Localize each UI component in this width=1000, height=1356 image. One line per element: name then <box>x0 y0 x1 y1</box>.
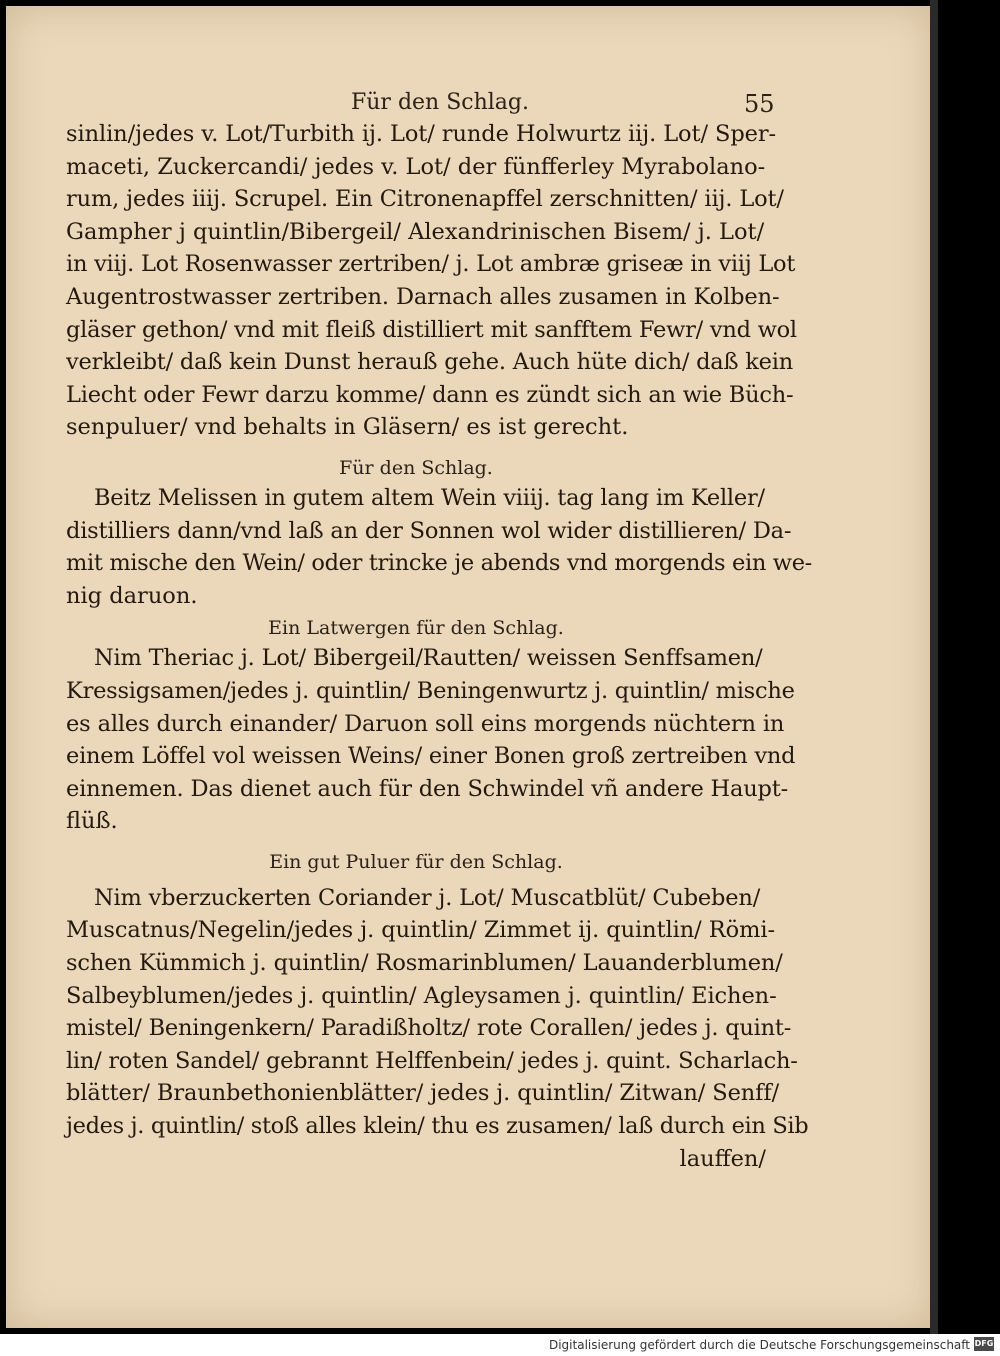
text-line: Salbeyblumen/jedes j. quintlin/ Agleysamen j. quintlin/ Eichen- <box>66 982 777 1009</box>
text-block <box>66 118 812 1175</box>
text-line: mistel/ Beningenkern/ Paradißholtz/ rote Corallen/ jedes j. quint- <box>66 1015 792 1042</box>
paragraph-puluer <box>66 882 809 1175</box>
text-line: einem Löffel vol weissen Weins/ einer Bonen groß zertreiben vnd <box>66 743 796 770</box>
text-line: Liecht oder Fewr darzu komme/ dann es zündt sich an wie Büch- <box>66 381 794 408</box>
text-line: Muscatnus/Negelin/jedes j. quintlin/ Zimmet ij. quintlin/ Römi- <box>66 917 775 944</box>
paragraph-recipe-continuation <box>66 118 797 444</box>
text-line: flüß. <box>66 808 118 835</box>
text-line: es alles durch einander/ Daruon soll eins morgends nüchtern in <box>66 710 785 737</box>
text-line: mit mische den Wein/ oder trincke je abends vnd morgends ein we- <box>66 550 812 577</box>
footer-bar <box>0 1334 1000 1356</box>
text-line: distilliers dann/vnd laß an der Sonnen wol wider distillieren/ Da- <box>66 517 792 544</box>
paragraph-latwergen <box>66 642 796 838</box>
text-line: einnemen. Das dienet auch für den Schwindel vñ andere Haupt- <box>66 775 789 802</box>
text-line: schen Kümmich j. quintlin/ Rosmarinblumen/ Lauanderblumen/ <box>66 950 783 977</box>
text-line: senpuluer/ vnd behalts in Gläsern/ es ist gerecht. <box>66 414 629 441</box>
page-edge-shadow <box>930 0 938 1334</box>
catchword: lauffen/ <box>679 1145 766 1172</box>
text-line: maceti, Zuckercandi/ jedes v. Lot/ der fünfferley Myrabolano- <box>66 153 766 180</box>
text-line: lin/ roten Sandel/ gebrannt Helffenbein/ jedes j. quint. Scharlach- <box>66 1047 798 1074</box>
text-line: rum, jedes iiij. Scrupel. Ein Citronenapffel zerschnitten/ iij. Lot/ <box>66 186 784 213</box>
book-page <box>6 6 932 1328</box>
dfg-logo: DFG <box>974 1337 994 1351</box>
section-heading: Für den Schlag. <box>339 456 493 479</box>
section-heading: Ein Latwergen für den Schlag. <box>268 617 564 640</box>
text-line: blätter/ Braunbethonienblätter/ jedes j. quintlin/ Zitwan/ Senff/ <box>66 1080 780 1107</box>
text-line: in viij. Lot Rosenwasser zertriben/ j. Lot ambræ griseæ in viij Lot <box>66 251 796 278</box>
running-head: Für den Schlag. <box>351 90 529 115</box>
text-line: gläser gethon/ vnd mit fleiß distilliert mit sanfftem Fewr/ vnd wol <box>66 316 797 343</box>
text-line: verkleibt/ daß kein Dunst herauß gehe. Auch hüte dich/ daß kein <box>66 349 794 376</box>
text-line: sinlin/jedes v. Lot/Turbith ij. Lot/ runde Holwurtz iij. Lot/ Sper- <box>66 121 777 147</box>
funding-credit: Digitalisierung gefördert durch die Deutsche Forschungsgemeinschaft <box>548 1338 970 1352</box>
section-heading: Ein gut Puluer für den Schlag. <box>269 850 563 873</box>
text-line: Augentrostwasser zertriben. Darnach alles zusamen in Kolben- <box>66 283 780 310</box>
page-number: 55 <box>744 90 775 118</box>
text-line: nig daruon. <box>66 582 198 609</box>
text-line: jedes j. quintlin/ stoß alles klein/ thu es zusamen/ laß durch ein Sib <box>66 1113 809 1140</box>
text-line: Kressigsamen/jedes j. quintlin/ Beningenwurtz j. quintlin/ mische <box>66 677 795 704</box>
text-line: Beitz Melissen in gutem altem Wein viiij. tag lang im Keller/ <box>94 484 765 511</box>
paragraph-melissen <box>66 482 812 612</box>
text-line: Nim Theriac j. Lot/ Bibergeil/Rautten/ weissen Senffsamen/ <box>94 645 763 672</box>
text-line: Nim vberzuckerten Coriander j. Lot/ Muscatblüt/ Cubeben/ <box>94 884 761 911</box>
text-line: Gampher j quintlin/Bibergeil/ Alexandrinischen Bisem/ j. Lot/ <box>66 218 765 245</box>
